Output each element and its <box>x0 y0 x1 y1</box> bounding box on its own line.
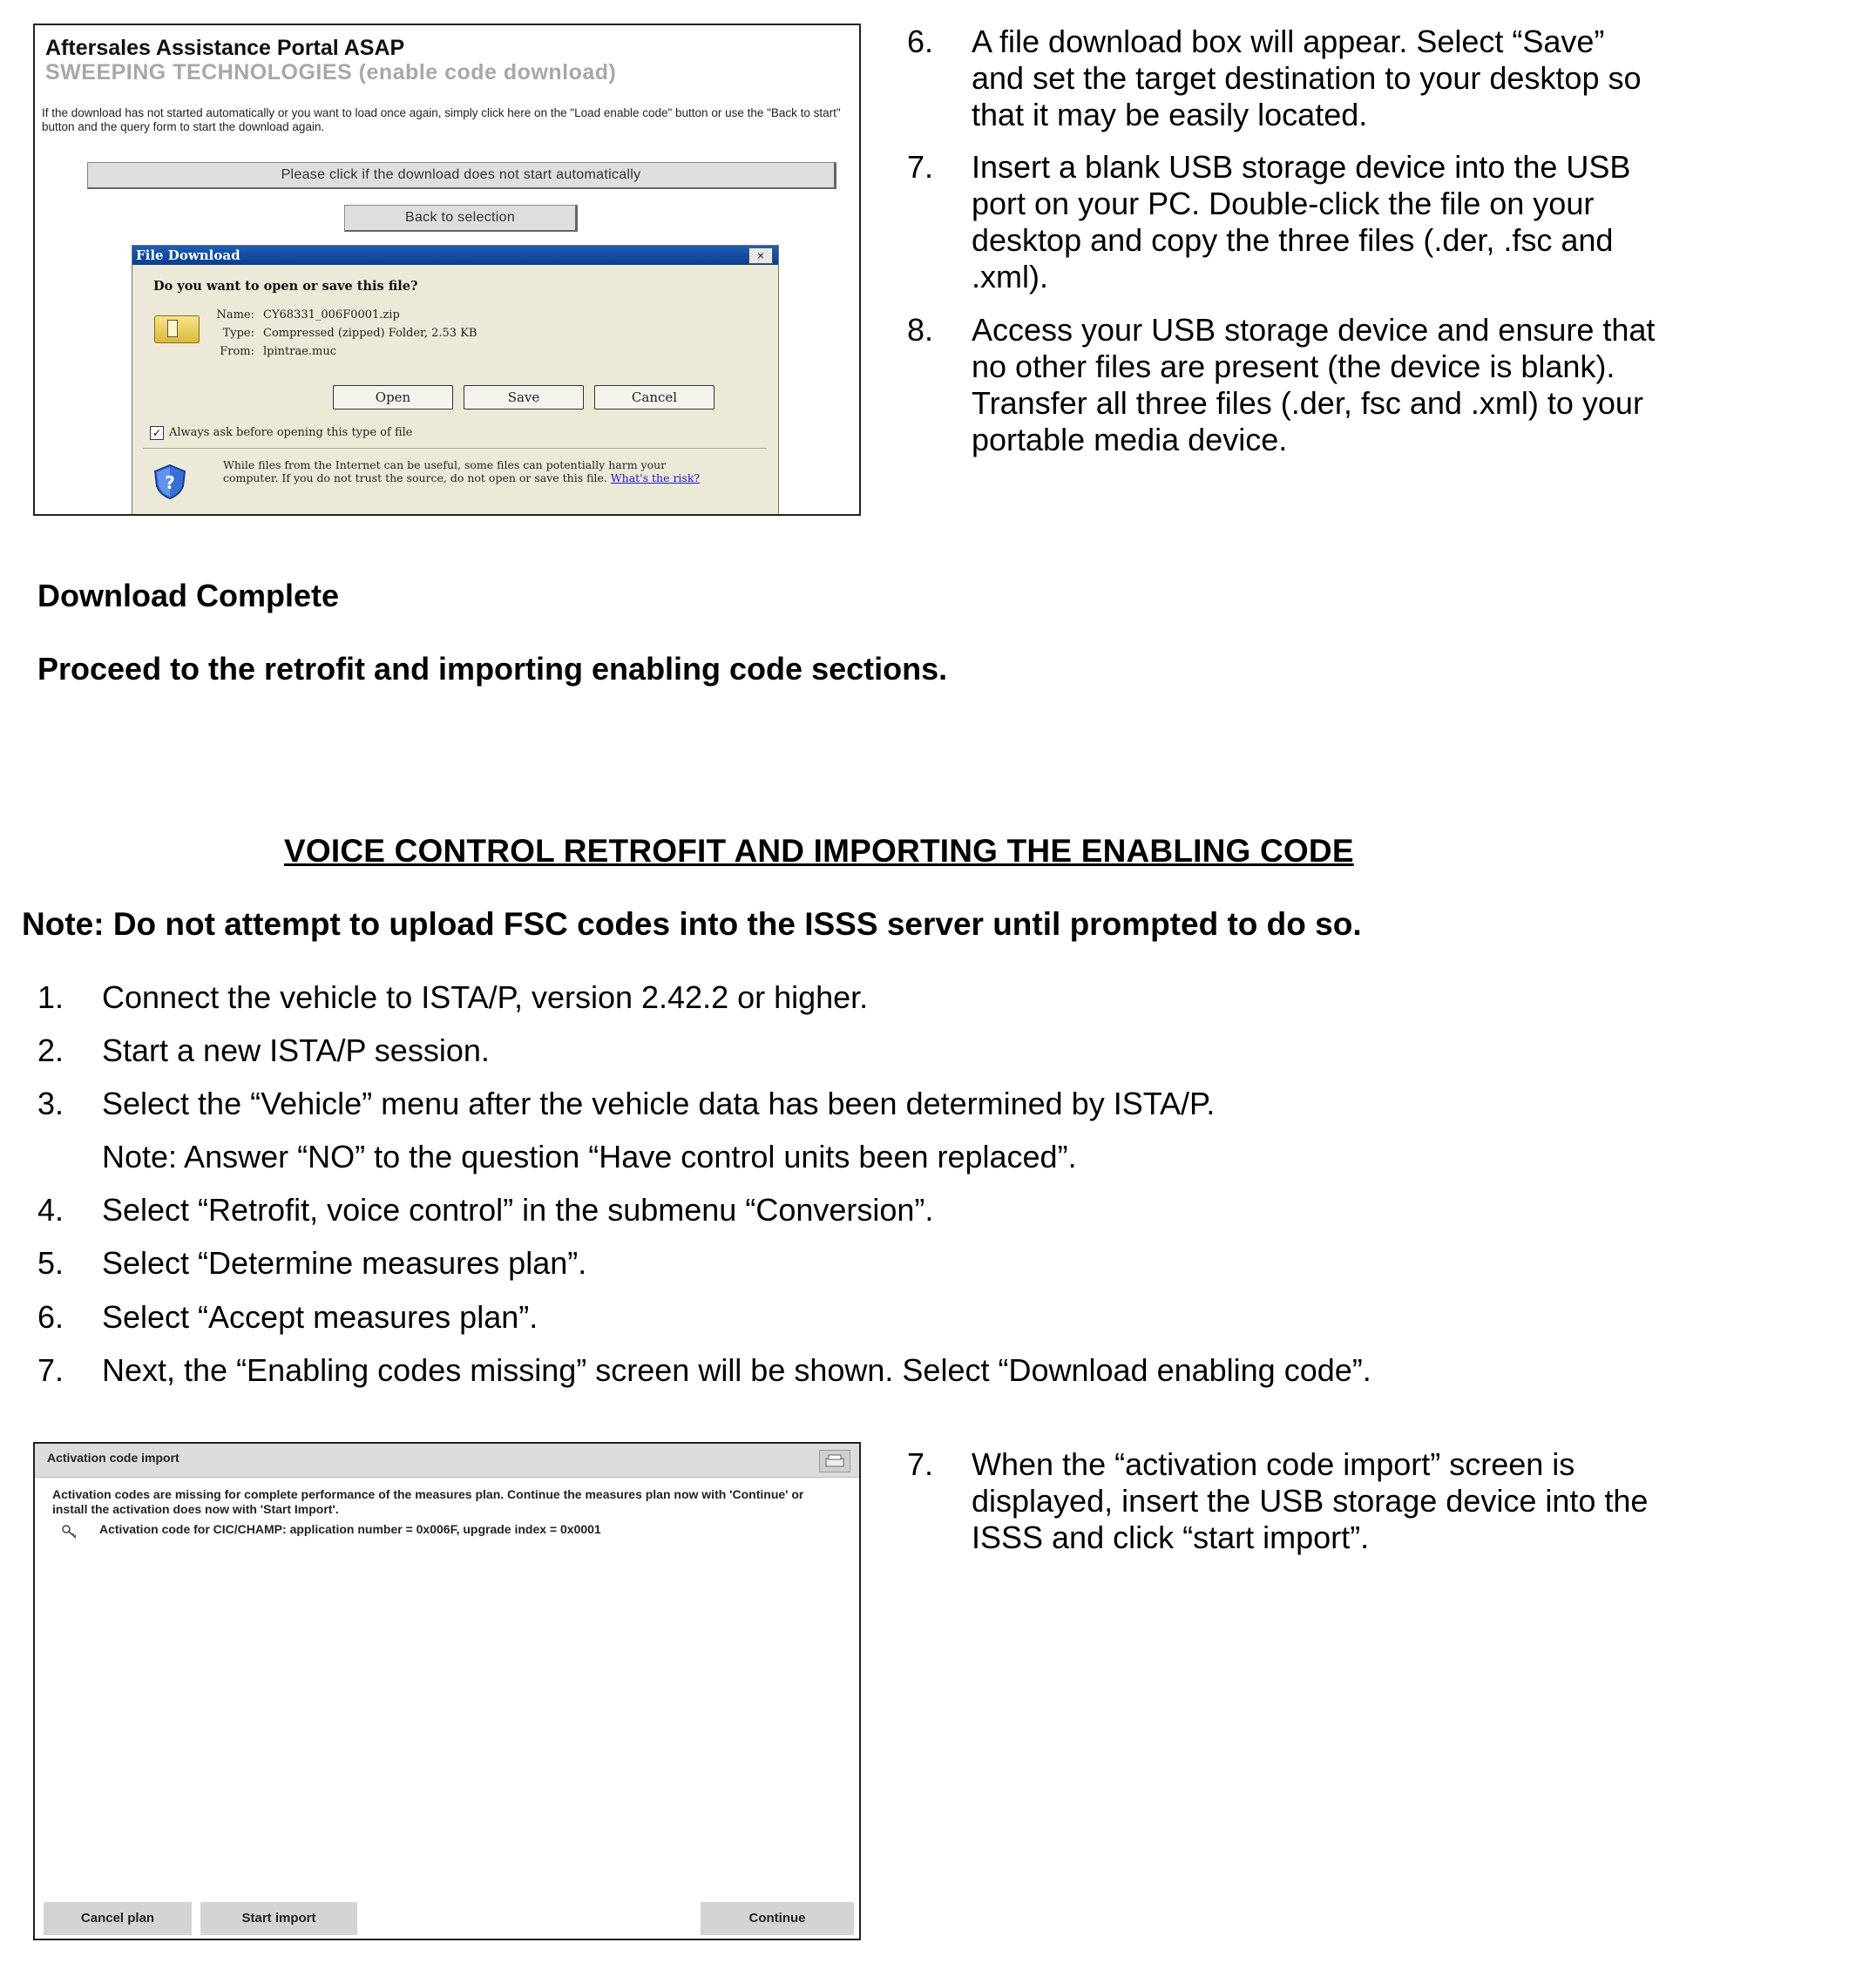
svg-text:?: ? <box>165 472 175 493</box>
step-line: Insert a blank USB storage device into the USB <box>972 149 1631 185</box>
step-number: 8. <box>907 312 934 348</box>
dialog-titlebar <box>132 246 778 265</box>
download-complete-heading: Download Complete <box>37 578 340 613</box>
step-6 <box>907 24 1866 137</box>
list-number: 1. <box>37 979 64 1015</box>
always-ask-checkbox[interactable]: ✓ <box>150 426 164 440</box>
list-item <box>37 1352 1850 1391</box>
list-number: 4. <box>37 1192 64 1228</box>
step-line: A file download box will appear. Select “Save” <box>972 24 1605 59</box>
file-type-label: Type: <box>222 327 254 340</box>
file-name-value: CY68331_006F0001.zip <box>263 308 400 322</box>
portal-info-text: If the download has not started automatically or you want to load once again, simply click here on the "Load enable code" button or use the "Back to start" button and the query form to start the download again. <box>42 106 841 133</box>
list-number: 5. <box>37 1245 64 1281</box>
step-line: When the “activation code import” screen is <box>972 1446 1575 1482</box>
step-line: Transfer all three files (.der, fsc and .xml) to your <box>972 385 1643 421</box>
file-from-value: lpintrae.muc <box>263 345 337 358</box>
file-from-label: From: <box>220 345 254 358</box>
list-text: Note: Answer “NO” to the question “Have control units been replaced”. <box>102 1139 1077 1174</box>
list-number: 3. <box>37 1086 64 1121</box>
note-warning: Note: Do not attempt to upload FSC codes into the ISSS server until prompted to do so. <box>22 906 1362 942</box>
step-7-import <box>907 1446 1866 1560</box>
step-line: and set the target destination to your desktop so <box>972 60 1642 96</box>
continue-button[interactable]: Continue <box>701 1902 854 1935</box>
step-number: 7. <box>907 1446 934 1482</box>
list-text: Select “Accept measures plan”. <box>102 1299 538 1335</box>
activation-description: Activation codes are missing for complete performance of the measures plan. Continue the measures plan now with 'Continue' or install the activation does now with 'Start Import'. <box>52 1487 804 1516</box>
file-download-dialog <box>132 245 779 516</box>
asap-portal-screenshot <box>33 24 861 516</box>
list-text: Start a new ISTA/P session. <box>102 1032 490 1068</box>
list-item <box>37 1032 1850 1071</box>
step-line: no other files are present (the device is blank). <box>972 349 1615 384</box>
step-7 <box>907 149 1866 297</box>
step-line: desktop and copy the three files (.der, .fsc and <box>972 222 1614 258</box>
dialog-divider <box>143 448 767 449</box>
dialog-title: File Download <box>136 247 240 263</box>
step-line: port on your PC. Double-click the file on your <box>972 186 1595 221</box>
step-8 <box>907 312 1866 460</box>
print-icon[interactable] <box>819 1450 850 1472</box>
dialog-warning <box>223 459 711 484</box>
file-name-label: Name: <box>216 308 254 322</box>
step-text <box>972 149 1630 295</box>
whats-the-risk-link[interactable]: What's the risk? <box>610 470 701 484</box>
dialog-question: Do you want to open or save this file? <box>153 279 418 294</box>
step-line: displayed, insert the USB storage device into the <box>972 1483 1649 1519</box>
list-text: Select “Retrofit, voice control” in the submenu “Conversion”. <box>102 1192 934 1228</box>
list-text: Select the “Vehicle” menu after the vehicle data has been determined by ISTA/P. <box>102 1086 1216 1121</box>
start-import-button[interactable]: Start import <box>200 1902 357 1935</box>
activation-title: Activation code import <box>47 1451 179 1465</box>
portal-title: Aftersales Assistance Portal ASAP <box>45 36 405 60</box>
step-line: portable media device. <box>972 422 1288 457</box>
step-text <box>972 1446 1648 1556</box>
list-item <box>37 1299 1850 1337</box>
list-text: Connect the vehicle to ISTA/P, version 2.42.2 or higher. <box>102 979 869 1015</box>
save-button[interactable]: Save <box>464 385 584 410</box>
step-line: Access your USB storage device and ensure that <box>972 312 1656 348</box>
step-number: 7. <box>907 149 934 185</box>
back-to-selection-button[interactable]: Back to selection <box>344 205 578 232</box>
activation-header <box>35 1444 859 1478</box>
section-title: VOICE CONTROL RETROFIT AND IMPORTING THE ENABLING CODE <box>284 833 1354 869</box>
proceed-text: Proceed to the retrofit and importing enabling code sections. <box>37 651 948 687</box>
step-line: .xml). <box>972 259 1048 294</box>
activation-code-import-screenshot <box>33 1442 861 1940</box>
key-icon <box>61 1523 78 1540</box>
list-item <box>37 1086 1850 1124</box>
list-text: Select “Determine measures plan”. <box>102 1245 587 1281</box>
open-button[interactable]: Open <box>333 385 453 410</box>
step-text <box>972 24 1642 133</box>
portal-subtitle: SWEEPING TECHNOLOGIES (enable code download) <box>45 60 617 85</box>
list-number: 6. <box>37 1299 64 1335</box>
step-text <box>972 312 1655 458</box>
step-number: 6. <box>907 24 934 59</box>
zip-folder-icon <box>154 315 200 343</box>
file-type-value: Compressed (zipped) Folder, 2.53 KB <box>263 327 477 340</box>
cancel-button[interactable]: Cancel <box>594 385 715 410</box>
step-line: that it may be easily located. <box>972 97 1368 132</box>
list-item <box>37 1192 1850 1230</box>
list-text: Next, the “Enabling codes missing” screen will be shown. Select “Download enabling code”. <box>102 1352 1371 1388</box>
always-ask-label: Always ask before opening this type of file <box>169 426 413 439</box>
list-number: 2. <box>37 1032 64 1068</box>
load-enable-code-button[interactable]: Please click if the download does not start automatically <box>87 162 836 189</box>
cancel-plan-button[interactable]: Cancel plan <box>44 1902 192 1935</box>
activation-code-item: Activation code for CIC/CHAMP: application number = 0x006F, upgrade index = 0x0001 <box>99 1522 601 1536</box>
step-line: ISSS and click “start import”. <box>972 1520 1370 1555</box>
list-number: 7. <box>37 1352 64 1388</box>
close-icon[interactable]: × <box>748 247 773 264</box>
list-item <box>37 979 1850 1018</box>
security-shield-icon <box>152 464 188 500</box>
dialog-warning-text: While files from the Internet can be useful, some files can potentially harm your computer. If you do not trust the source, do not open or save this file. <box>223 458 667 484</box>
list-item-note <box>37 1139 1850 1177</box>
list-item <box>37 1245 1850 1283</box>
